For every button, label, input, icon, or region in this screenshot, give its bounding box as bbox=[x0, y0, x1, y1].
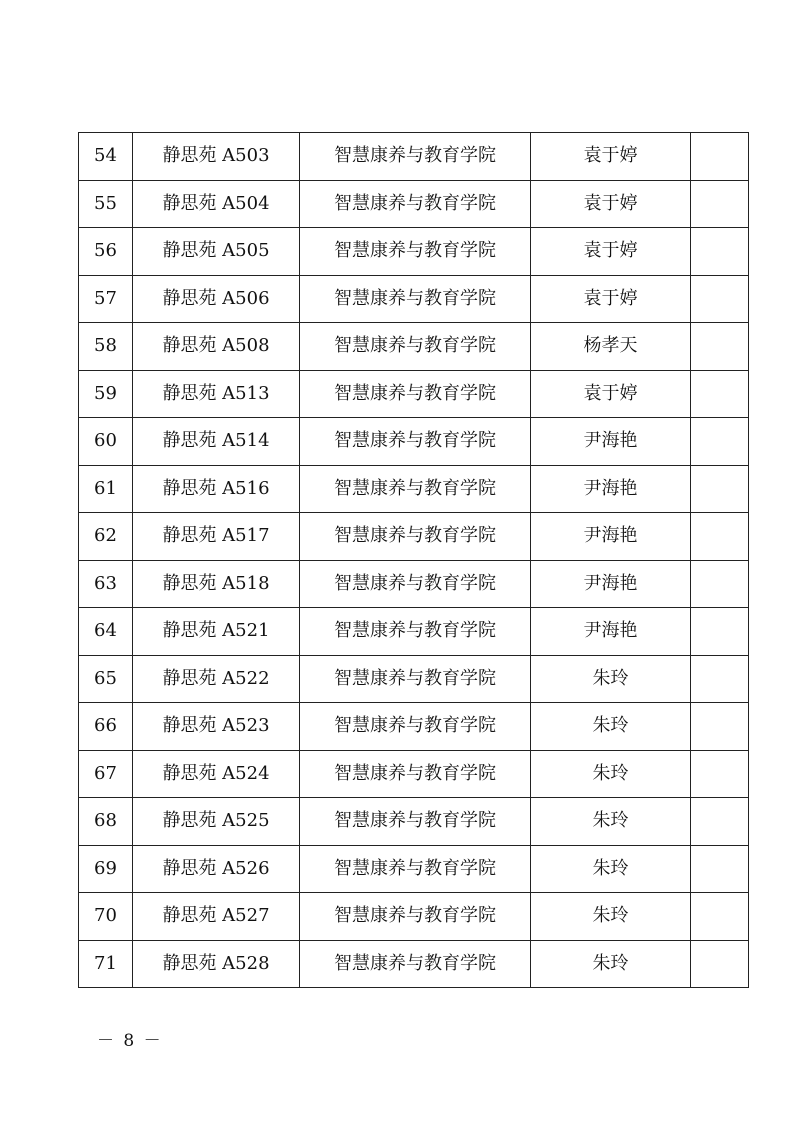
person-cell: 袁于婷 bbox=[531, 228, 691, 276]
room-cell: 静思苑 A527 bbox=[133, 893, 300, 941]
note-cell bbox=[691, 465, 749, 513]
person-cell: 袁于婷 bbox=[531, 133, 691, 181]
table-row bbox=[79, 418, 749, 466]
college-cell: 智慧康养与教育学院 bbox=[300, 845, 531, 893]
table-row bbox=[79, 180, 749, 228]
table-row bbox=[79, 750, 749, 798]
person-cell: 袁于婷 bbox=[531, 275, 691, 323]
page-number: － 8 － bbox=[97, 1031, 163, 1051]
row-number-cell: 60 bbox=[79, 418, 133, 466]
college-cell: 智慧康养与教育学院 bbox=[300, 228, 531, 276]
room-cell: 静思苑 A522 bbox=[133, 655, 300, 703]
person-cell: 朱玲 bbox=[531, 845, 691, 893]
person-cell: 朱玲 bbox=[531, 940, 691, 988]
table-row bbox=[79, 703, 749, 751]
room-cell: 静思苑 A513 bbox=[133, 370, 300, 418]
person-cell: 尹海艳 bbox=[531, 465, 691, 513]
note-cell bbox=[691, 133, 749, 181]
college-cell: 智慧康养与教育学院 bbox=[300, 893, 531, 941]
row-number-cell: 70 bbox=[79, 893, 133, 941]
room-cell: 静思苑 A528 bbox=[133, 940, 300, 988]
room-cell: 静思苑 A504 bbox=[133, 180, 300, 228]
row-number-cell: 67 bbox=[79, 750, 133, 798]
note-cell bbox=[691, 418, 749, 466]
college-cell: 智慧康养与教育学院 bbox=[300, 180, 531, 228]
room-cell: 静思苑 A503 bbox=[133, 133, 300, 181]
row-number-cell: 64 bbox=[79, 608, 133, 656]
room-cell: 静思苑 A526 bbox=[133, 845, 300, 893]
college-cell: 智慧康养与教育学院 bbox=[300, 323, 531, 371]
note-cell bbox=[691, 513, 749, 561]
note-cell bbox=[691, 798, 749, 846]
note-cell bbox=[691, 655, 749, 703]
note-cell bbox=[691, 228, 749, 276]
person-cell: 朱玲 bbox=[531, 893, 691, 941]
table-row bbox=[79, 560, 749, 608]
person-cell: 朱玲 bbox=[531, 798, 691, 846]
room-cell: 静思苑 A523 bbox=[133, 703, 300, 751]
room-cell: 静思苑 A524 bbox=[133, 750, 300, 798]
person-cell: 朱玲 bbox=[531, 703, 691, 751]
row-number-cell: 58 bbox=[79, 323, 133, 371]
person-cell: 袁于婷 bbox=[531, 180, 691, 228]
note-cell bbox=[691, 750, 749, 798]
room-cell: 静思苑 A516 bbox=[133, 465, 300, 513]
room-cell: 静思苑 A518 bbox=[133, 560, 300, 608]
college-cell: 智慧康养与教育学院 bbox=[300, 703, 531, 751]
row-number-cell: 55 bbox=[79, 180, 133, 228]
table-row bbox=[79, 608, 749, 656]
room-cell: 静思苑 A505 bbox=[133, 228, 300, 276]
note-cell bbox=[691, 940, 749, 988]
table-row bbox=[79, 275, 749, 323]
note-cell bbox=[691, 560, 749, 608]
person-cell: 尹海艳 bbox=[531, 513, 691, 561]
row-number-cell: 66 bbox=[79, 703, 133, 751]
row-number-cell: 56 bbox=[79, 228, 133, 276]
table-row bbox=[79, 133, 749, 181]
college-cell: 智慧康养与教育学院 bbox=[300, 370, 531, 418]
college-cell: 智慧康养与教育学院 bbox=[300, 798, 531, 846]
room-cell: 静思苑 A508 bbox=[133, 323, 300, 371]
person-cell: 尹海艳 bbox=[531, 608, 691, 656]
row-number-cell: 63 bbox=[79, 560, 133, 608]
room-cell: 静思苑 A514 bbox=[133, 418, 300, 466]
row-number-cell: 61 bbox=[79, 465, 133, 513]
row-number-cell: 59 bbox=[79, 370, 133, 418]
college-cell: 智慧康养与教育学院 bbox=[300, 418, 531, 466]
row-number-cell: 71 bbox=[79, 940, 133, 988]
table-body bbox=[79, 133, 749, 988]
person-cell: 朱玲 bbox=[531, 655, 691, 703]
person-cell: 尹海艳 bbox=[531, 418, 691, 466]
college-cell: 智慧康养与教育学院 bbox=[300, 275, 531, 323]
table-row bbox=[79, 798, 749, 846]
table-row bbox=[79, 655, 749, 703]
row-number-cell: 57 bbox=[79, 275, 133, 323]
dormitory-table-container bbox=[78, 132, 748, 988]
table-row bbox=[79, 465, 749, 513]
note-cell bbox=[691, 893, 749, 941]
college-cell: 智慧康养与教育学院 bbox=[300, 465, 531, 513]
note-cell bbox=[691, 180, 749, 228]
row-number-cell: 68 bbox=[79, 798, 133, 846]
room-cell: 静思苑 A521 bbox=[133, 608, 300, 656]
college-cell: 智慧康养与教育学院 bbox=[300, 750, 531, 798]
college-cell: 智慧康养与教育学院 bbox=[300, 655, 531, 703]
college-cell: 智慧康养与教育学院 bbox=[300, 133, 531, 181]
person-cell: 朱玲 bbox=[531, 750, 691, 798]
person-cell: 袁于婷 bbox=[531, 370, 691, 418]
table-row bbox=[79, 513, 749, 561]
note-cell bbox=[691, 275, 749, 323]
table-row bbox=[79, 940, 749, 988]
room-cell: 静思苑 A525 bbox=[133, 798, 300, 846]
college-cell: 智慧康养与教育学院 bbox=[300, 513, 531, 561]
person-cell: 杨孝天 bbox=[531, 323, 691, 371]
room-cell: 静思苑 A517 bbox=[133, 513, 300, 561]
row-number-cell: 62 bbox=[79, 513, 133, 561]
row-number-cell: 69 bbox=[79, 845, 133, 893]
college-cell: 智慧康养与教育学院 bbox=[300, 608, 531, 656]
college-cell: 智慧康养与教育学院 bbox=[300, 560, 531, 608]
note-cell bbox=[691, 608, 749, 656]
table-row bbox=[79, 323, 749, 371]
table-row bbox=[79, 370, 749, 418]
row-number-cell: 65 bbox=[79, 655, 133, 703]
note-cell bbox=[691, 703, 749, 751]
table-row bbox=[79, 893, 749, 941]
room-cell: 静思苑 A506 bbox=[133, 275, 300, 323]
college-cell: 智慧康养与教育学院 bbox=[300, 940, 531, 988]
dormitory-table bbox=[78, 132, 749, 988]
note-cell bbox=[691, 370, 749, 418]
note-cell bbox=[691, 323, 749, 371]
row-number-cell: 54 bbox=[79, 133, 133, 181]
table-row bbox=[79, 845, 749, 893]
person-cell: 尹海艳 bbox=[531, 560, 691, 608]
note-cell bbox=[691, 845, 749, 893]
table-row bbox=[79, 228, 749, 276]
